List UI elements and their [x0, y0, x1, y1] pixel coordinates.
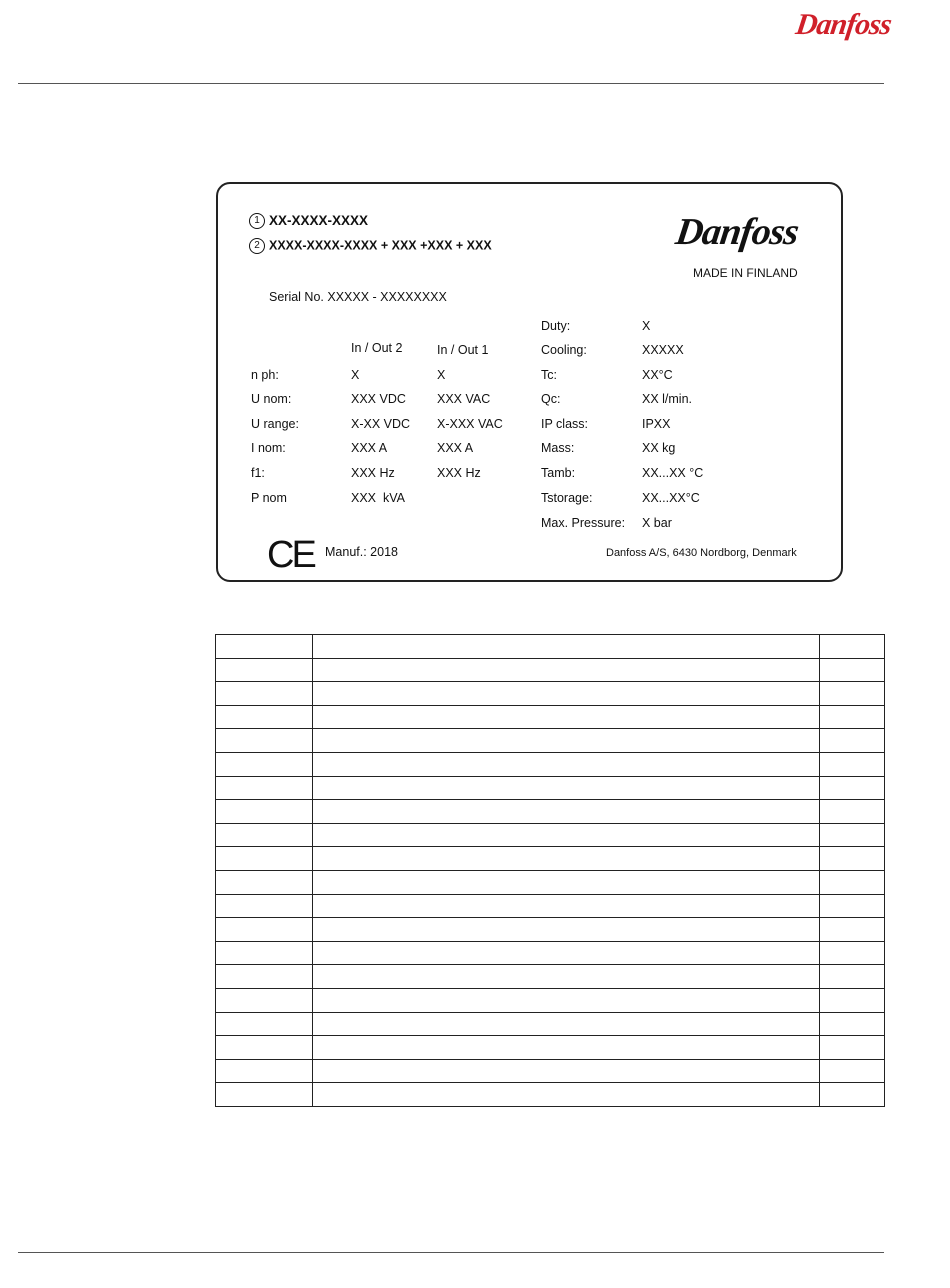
table-row — [216, 682, 885, 706]
brand-logo: Danfoss — [793, 8, 894, 41]
table-cell — [216, 988, 313, 1012]
table-cell — [820, 1036, 885, 1060]
spec-label: Cooling: — [541, 343, 587, 357]
row-label: U nom: — [251, 392, 292, 406]
table-cell — [312, 800, 819, 824]
row-value-1: XXX A — [437, 441, 474, 455]
row-value-1: X-XXX VAC — [437, 417, 503, 431]
plate-logo: Danfoss — [673, 211, 801, 253]
spec-value: XX...XX °C — [642, 466, 704, 480]
row-value-2: XXX A — [351, 441, 388, 455]
row-label: I nom: — [251, 441, 286, 455]
table-cell — [312, 752, 819, 776]
table-row — [216, 776, 885, 800]
table-cell — [312, 705, 819, 729]
table-cell — [312, 658, 819, 682]
table-cell — [216, 658, 313, 682]
table-cell — [312, 847, 819, 871]
table-cell — [312, 1059, 819, 1083]
table-cell — [216, 800, 313, 824]
row-label: U range: — [251, 417, 299, 431]
table-row — [216, 847, 885, 871]
table-cell — [820, 705, 885, 729]
table-cell — [820, 870, 885, 894]
manufacture-year: Manuf.: 2018 — [325, 545, 398, 559]
table-row — [216, 965, 885, 989]
footer-rule — [18, 1252, 884, 1253]
table-cell — [820, 941, 885, 965]
table-cell — [216, 870, 313, 894]
spec-label: Qc: — [541, 392, 561, 406]
table-cell — [216, 894, 313, 918]
table-cell — [820, 823, 885, 847]
spec-value: XX l/min. — [642, 392, 693, 406]
table-cell — [820, 776, 885, 800]
table-cell — [216, 1083, 313, 1107]
code1-line — [249, 213, 368, 229]
table-cell — [216, 682, 313, 706]
table-cell — [312, 941, 819, 965]
table-cell — [312, 870, 819, 894]
table-cell — [216, 705, 313, 729]
manufacturer-address: Danfoss A/S, 6430 Nordborg, Denmark — [606, 547, 797, 559]
spec-label: Tamb: — [541, 466, 576, 480]
spec-value: XX...XX°C — [642, 491, 700, 505]
table-cell — [216, 823, 313, 847]
row-value-1: XXX VAC — [437, 392, 491, 406]
row-value-1: XXX Hz — [437, 466, 481, 480]
serial-number: Serial No. XXXXX - XXXXXXXX — [269, 290, 447, 304]
table-row — [216, 870, 885, 894]
code2-number: 2 — [249, 238, 265, 254]
table-row — [216, 635, 885, 659]
row-value-2: X — [351, 368, 360, 382]
table-cell — [312, 635, 819, 659]
nameplate — [216, 182, 843, 582]
table-cell — [216, 1012, 313, 1036]
spec-label: Tc: — [541, 368, 557, 382]
table-row — [216, 1036, 885, 1060]
row-value-1: X — [437, 368, 446, 382]
table-cell — [820, 965, 885, 989]
blank-table — [215, 634, 885, 1107]
table-cell — [312, 965, 819, 989]
table-cell — [820, 1083, 885, 1107]
made-in: MADE IN FINLAND — [693, 266, 798, 280]
header-rule — [18, 83, 884, 84]
spec-value: XXXXX — [642, 343, 684, 357]
row-value-2: XXX Hz — [351, 466, 395, 480]
table-cell — [820, 1012, 885, 1036]
row-value-2: XXX kVA — [351, 491, 405, 505]
table-cell — [312, 682, 819, 706]
table-cell — [820, 729, 885, 753]
table-cell — [820, 894, 885, 918]
table-cell — [312, 1083, 819, 1107]
table-row — [216, 705, 885, 729]
table-cell — [216, 941, 313, 965]
table-row — [216, 918, 885, 942]
table-cell — [216, 776, 313, 800]
table-cell — [312, 776, 819, 800]
spec-value: XX kg — [642, 441, 676, 455]
spec-value: IPXX — [642, 417, 671, 431]
code2-line — [249, 238, 492, 254]
row-value-2: XXX VDC — [351, 392, 406, 406]
table-cell — [820, 752, 885, 776]
table-row — [216, 894, 885, 918]
row-label: n ph: — [251, 368, 279, 382]
table-cell — [216, 635, 313, 659]
code2: XXXX-XXXX-XXXX + XXX +XXX + XXX — [269, 238, 492, 253]
spec-label: Duty: — [541, 319, 571, 333]
table-cell — [820, 847, 885, 871]
table-row — [216, 752, 885, 776]
table-row — [216, 658, 885, 682]
table-cell — [312, 729, 819, 753]
col-header-in-out-2: In / Out 2 — [351, 341, 403, 355]
spec-label: Tstorage: — [541, 491, 593, 505]
table-cell — [216, 965, 313, 989]
spec-label: Max. Pressure: — [541, 516, 626, 530]
table-cell — [312, 1012, 819, 1036]
table-cell — [312, 823, 819, 847]
table-row — [216, 823, 885, 847]
row-value-2: X-XX VDC — [351, 417, 411, 431]
table-row — [216, 1083, 885, 1107]
col-header-in-out-1: In / Out 1 — [437, 343, 489, 357]
table-cell — [312, 918, 819, 942]
table-cell — [820, 635, 885, 659]
table-cell — [216, 918, 313, 942]
table-cell — [216, 1036, 313, 1060]
row-label: f1: — [251, 466, 265, 480]
table-cell — [820, 658, 885, 682]
table-row — [216, 1012, 885, 1036]
table-cell — [216, 847, 313, 871]
table-cell — [216, 729, 313, 753]
code1-number: 1 — [249, 213, 265, 229]
table-row — [216, 988, 885, 1012]
spec-label: IP class: — [541, 417, 589, 431]
spec-label: Mass: — [541, 441, 575, 455]
table-cell — [312, 1036, 819, 1060]
table-cell — [820, 800, 885, 824]
table-row — [216, 729, 885, 753]
table-cell — [820, 682, 885, 706]
table-row — [216, 800, 885, 824]
ce-mark: CE — [267, 534, 314, 576]
table-cell — [216, 752, 313, 776]
row-label: P nom — [251, 491, 287, 505]
table-cell — [820, 988, 885, 1012]
table-cell — [312, 894, 819, 918]
table-row — [216, 1059, 885, 1083]
table-row — [216, 941, 885, 965]
table-cell — [312, 988, 819, 1012]
table-cell — [820, 918, 885, 942]
spec-value: XX°C — [642, 368, 673, 382]
code1: XX-XXXX-XXXX — [269, 213, 369, 228]
table-cell — [216, 1059, 313, 1083]
table-cell — [820, 1059, 885, 1083]
spec-value: X bar — [642, 516, 672, 530]
spec-value: X — [642, 319, 651, 333]
